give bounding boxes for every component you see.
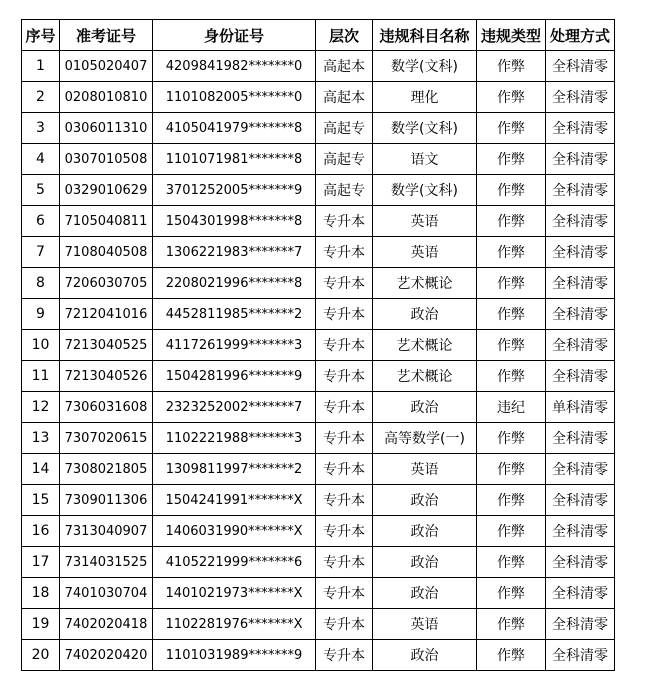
- cell-violation-type: 作弊: [477, 609, 546, 640]
- cell-level: 高起专: [316, 175, 373, 206]
- cell-level: 专升本: [316, 547, 373, 578]
- cell-level: 高起专: [316, 144, 373, 175]
- col-header-subject: 违规科目名称: [373, 20, 477, 51]
- cell-exam-id: 7308021805: [60, 454, 153, 485]
- cell-id-number: 1101082005*******0: [153, 82, 316, 113]
- cell-violation-type: 作弊: [477, 51, 546, 82]
- cell-seq: 5: [22, 175, 60, 206]
- table-row: [22, 361, 615, 392]
- cell-exam-id: 0105020407: [60, 51, 153, 82]
- cell-handling: 全科清零: [546, 51, 615, 82]
- table-row: [22, 299, 615, 330]
- violations-table: [21, 19, 615, 671]
- table-row: [22, 640, 615, 671]
- cell-level: 专升本: [316, 206, 373, 237]
- cell-exam-id: 7105040811: [60, 206, 153, 237]
- table-row: [22, 237, 615, 268]
- table-row: [22, 485, 615, 516]
- cell-violation-type: 作弊: [477, 361, 546, 392]
- cell-seq: 16: [22, 516, 60, 547]
- cell-subject: 数学(文科): [373, 175, 477, 206]
- cell-violation-type: 作弊: [477, 113, 546, 144]
- cell-seq: 18: [22, 578, 60, 609]
- cell-violation-type: 作弊: [477, 454, 546, 485]
- cell-violation-type: 作弊: [477, 206, 546, 237]
- cell-exam-id: 0306011310: [60, 113, 153, 144]
- cell-subject: 英语: [373, 206, 477, 237]
- cell-violation-type: 作弊: [477, 82, 546, 113]
- cell-subject: 英语: [373, 237, 477, 268]
- cell-handling: 全科清零: [546, 485, 615, 516]
- cell-subject: 政治: [373, 299, 477, 330]
- cell-subject: 英语: [373, 454, 477, 485]
- cell-seq: 17: [22, 547, 60, 578]
- cell-subject: 艺术概论: [373, 361, 477, 392]
- cell-handling: 全科清零: [546, 361, 615, 392]
- cell-subject: 数学(文科): [373, 113, 477, 144]
- cell-subject: 艺术概论: [373, 268, 477, 299]
- cell-subject: 政治: [373, 516, 477, 547]
- table-body: [22, 51, 615, 671]
- cell-handling: 全科清零: [546, 609, 615, 640]
- cell-level: 专升本: [316, 299, 373, 330]
- cell-subject: 数学(文科): [373, 51, 477, 82]
- cell-violation-type: 作弊: [477, 299, 546, 330]
- cell-subject: 艺术概论: [373, 330, 477, 361]
- cell-violation-type: 作弊: [477, 423, 546, 454]
- cell-subject: 政治: [373, 547, 477, 578]
- cell-seq: 9: [22, 299, 60, 330]
- cell-level: 专升本: [316, 516, 373, 547]
- cell-subject: 政治: [373, 578, 477, 609]
- cell-subject: 政治: [373, 485, 477, 516]
- cell-level: 专升本: [316, 640, 373, 671]
- cell-subject: 高等数学(一): [373, 423, 477, 454]
- cell-exam-id: 0307010508: [60, 144, 153, 175]
- col-header-handling: 处理方式: [546, 20, 615, 51]
- cell-violation-type: 作弊: [477, 547, 546, 578]
- cell-handling: 全科清零: [546, 144, 615, 175]
- cell-id-number: 4105041979*******8: [153, 113, 316, 144]
- cell-level: 专升本: [316, 609, 373, 640]
- cell-level: 高起本: [316, 51, 373, 82]
- cell-handling: 全科清零: [546, 299, 615, 330]
- table-row: [22, 547, 615, 578]
- cell-handling: 全科清零: [546, 454, 615, 485]
- cell-seq: 13: [22, 423, 60, 454]
- table-row: [22, 144, 615, 175]
- table-row: [22, 51, 615, 82]
- cell-violation-type: 作弊: [477, 516, 546, 547]
- cell-subject: 英语: [373, 609, 477, 640]
- table-row: [22, 423, 615, 454]
- cell-exam-id: 7402020420: [60, 640, 153, 671]
- cell-level: 专升本: [316, 423, 373, 454]
- table-row: [22, 175, 615, 206]
- cell-exam-id: 7313040907: [60, 516, 153, 547]
- cell-seq: 15: [22, 485, 60, 516]
- cell-handling: 全科清零: [546, 268, 615, 299]
- cell-exam-id: 7402020418: [60, 609, 153, 640]
- cell-level: 专升本: [316, 454, 373, 485]
- cell-handling: 全科清零: [546, 578, 615, 609]
- cell-seq: 4: [22, 144, 60, 175]
- cell-level: 专升本: [316, 361, 373, 392]
- cell-violation-type: 作弊: [477, 237, 546, 268]
- cell-violation-type: 作弊: [477, 578, 546, 609]
- cell-id-number: 2208021996*******8: [153, 268, 316, 299]
- cell-level: 专升本: [316, 485, 373, 516]
- cell-handling: 单科清零: [546, 392, 615, 423]
- col-header-id-number: 身份证号: [153, 20, 316, 51]
- table-row: [22, 113, 615, 144]
- cell-violation-type: 作弊: [477, 330, 546, 361]
- table-row: [22, 516, 615, 547]
- cell-id-number: 2323252002*******7: [153, 392, 316, 423]
- cell-id-number: 1306221983*******7: [153, 237, 316, 268]
- cell-handling: 全科清零: [546, 423, 615, 454]
- cell-level: 高起本: [316, 82, 373, 113]
- cell-exam-id: 7307020615: [60, 423, 153, 454]
- cell-handling: 全科清零: [546, 82, 615, 113]
- table-row: [22, 454, 615, 485]
- cell-id-number: 4209841982*******0: [153, 51, 316, 82]
- cell-exam-id: 7206030705: [60, 268, 153, 299]
- cell-seq: 2: [22, 82, 60, 113]
- table-row: [22, 268, 615, 299]
- cell-subject: 政治: [373, 640, 477, 671]
- cell-id-number: 1101031989*******9: [153, 640, 316, 671]
- cell-handling: 全科清零: [546, 516, 615, 547]
- cell-seq: 8: [22, 268, 60, 299]
- cell-exam-id: 7309011306: [60, 485, 153, 516]
- cell-exam-id: 7213040526: [60, 361, 153, 392]
- cell-id-number: 1101071981*******8: [153, 144, 316, 175]
- cell-exam-id: 7314031525: [60, 547, 153, 578]
- cell-handling: 全科清零: [546, 547, 615, 578]
- cell-exam-id: 7306031608: [60, 392, 153, 423]
- cell-handling: 全科清零: [546, 175, 615, 206]
- cell-seq: 7: [22, 237, 60, 268]
- cell-seq: 14: [22, 454, 60, 485]
- cell-id-number: 1504301998*******8: [153, 206, 316, 237]
- cell-id-number: 1309811997*******2: [153, 454, 316, 485]
- cell-level: 专升本: [316, 268, 373, 299]
- cell-level: 专升本: [316, 392, 373, 423]
- cell-id-number: 1504281996*******9: [153, 361, 316, 392]
- cell-seq: 6: [22, 206, 60, 237]
- table-row: [22, 82, 615, 113]
- cell-level: 专升本: [316, 237, 373, 268]
- cell-subject: 理化: [373, 82, 477, 113]
- cell-subject: 语文: [373, 144, 477, 175]
- cell-id-number: 1102281976*******X: [153, 609, 316, 640]
- cell-id-number: 1504241991*******X: [153, 485, 316, 516]
- header-row: [22, 20, 615, 51]
- cell-handling: 全科清零: [546, 330, 615, 361]
- cell-exam-id: 0208010810: [60, 82, 153, 113]
- col-header-exam-id: 准考证号: [60, 20, 153, 51]
- cell-violation-type: 作弊: [477, 640, 546, 671]
- table-row: [22, 206, 615, 237]
- col-header-level: 层次: [316, 20, 373, 51]
- cell-exam-id: 7213040525: [60, 330, 153, 361]
- cell-seq: 10: [22, 330, 60, 361]
- col-header-seq: 序号: [22, 20, 60, 51]
- cell-violation-type: 作弊: [477, 268, 546, 299]
- table-row: [22, 392, 615, 423]
- cell-violation-type: 作弊: [477, 144, 546, 175]
- cell-exam-id: 7108040508: [60, 237, 153, 268]
- cell-id-number: 4452811985*******2: [153, 299, 316, 330]
- cell-handling: 全科清零: [546, 640, 615, 671]
- table-row: [22, 609, 615, 640]
- cell-id-number: 1102221988*******3: [153, 423, 316, 454]
- cell-violation-type: 违纪: [477, 392, 546, 423]
- cell-exam-id: 7212041016: [60, 299, 153, 330]
- col-header-violation-type: 违规类型: [477, 20, 546, 51]
- cell-id-number: 3701252005*******9: [153, 175, 316, 206]
- cell-handling: 全科清零: [546, 113, 615, 144]
- cell-violation-type: 作弊: [477, 485, 546, 516]
- cell-handling: 全科清零: [546, 237, 615, 268]
- cell-level: 高起专: [316, 113, 373, 144]
- cell-handling: 全科清零: [546, 206, 615, 237]
- cell-subject: 政治: [373, 392, 477, 423]
- cell-violation-type: 作弊: [477, 175, 546, 206]
- cell-id-number: 4105221999*******6: [153, 547, 316, 578]
- cell-id-number: 1406031990*******X: [153, 516, 316, 547]
- table-row: [22, 330, 615, 361]
- cell-seq: 3: [22, 113, 60, 144]
- cell-seq: 20: [22, 640, 60, 671]
- cell-exam-id: 0329010629: [60, 175, 153, 206]
- cell-seq: 12: [22, 392, 60, 423]
- cell-exam-id: 7401030704: [60, 578, 153, 609]
- cell-id-number: 1401021973*******X: [153, 578, 316, 609]
- cell-level: 专升本: [316, 578, 373, 609]
- cell-seq: 1: [22, 51, 60, 82]
- table-row: [22, 578, 615, 609]
- cell-seq: 19: [22, 609, 60, 640]
- cell-id-number: 4117261999*******3: [153, 330, 316, 361]
- cell-level: 专升本: [316, 330, 373, 361]
- cell-seq: 11: [22, 361, 60, 392]
